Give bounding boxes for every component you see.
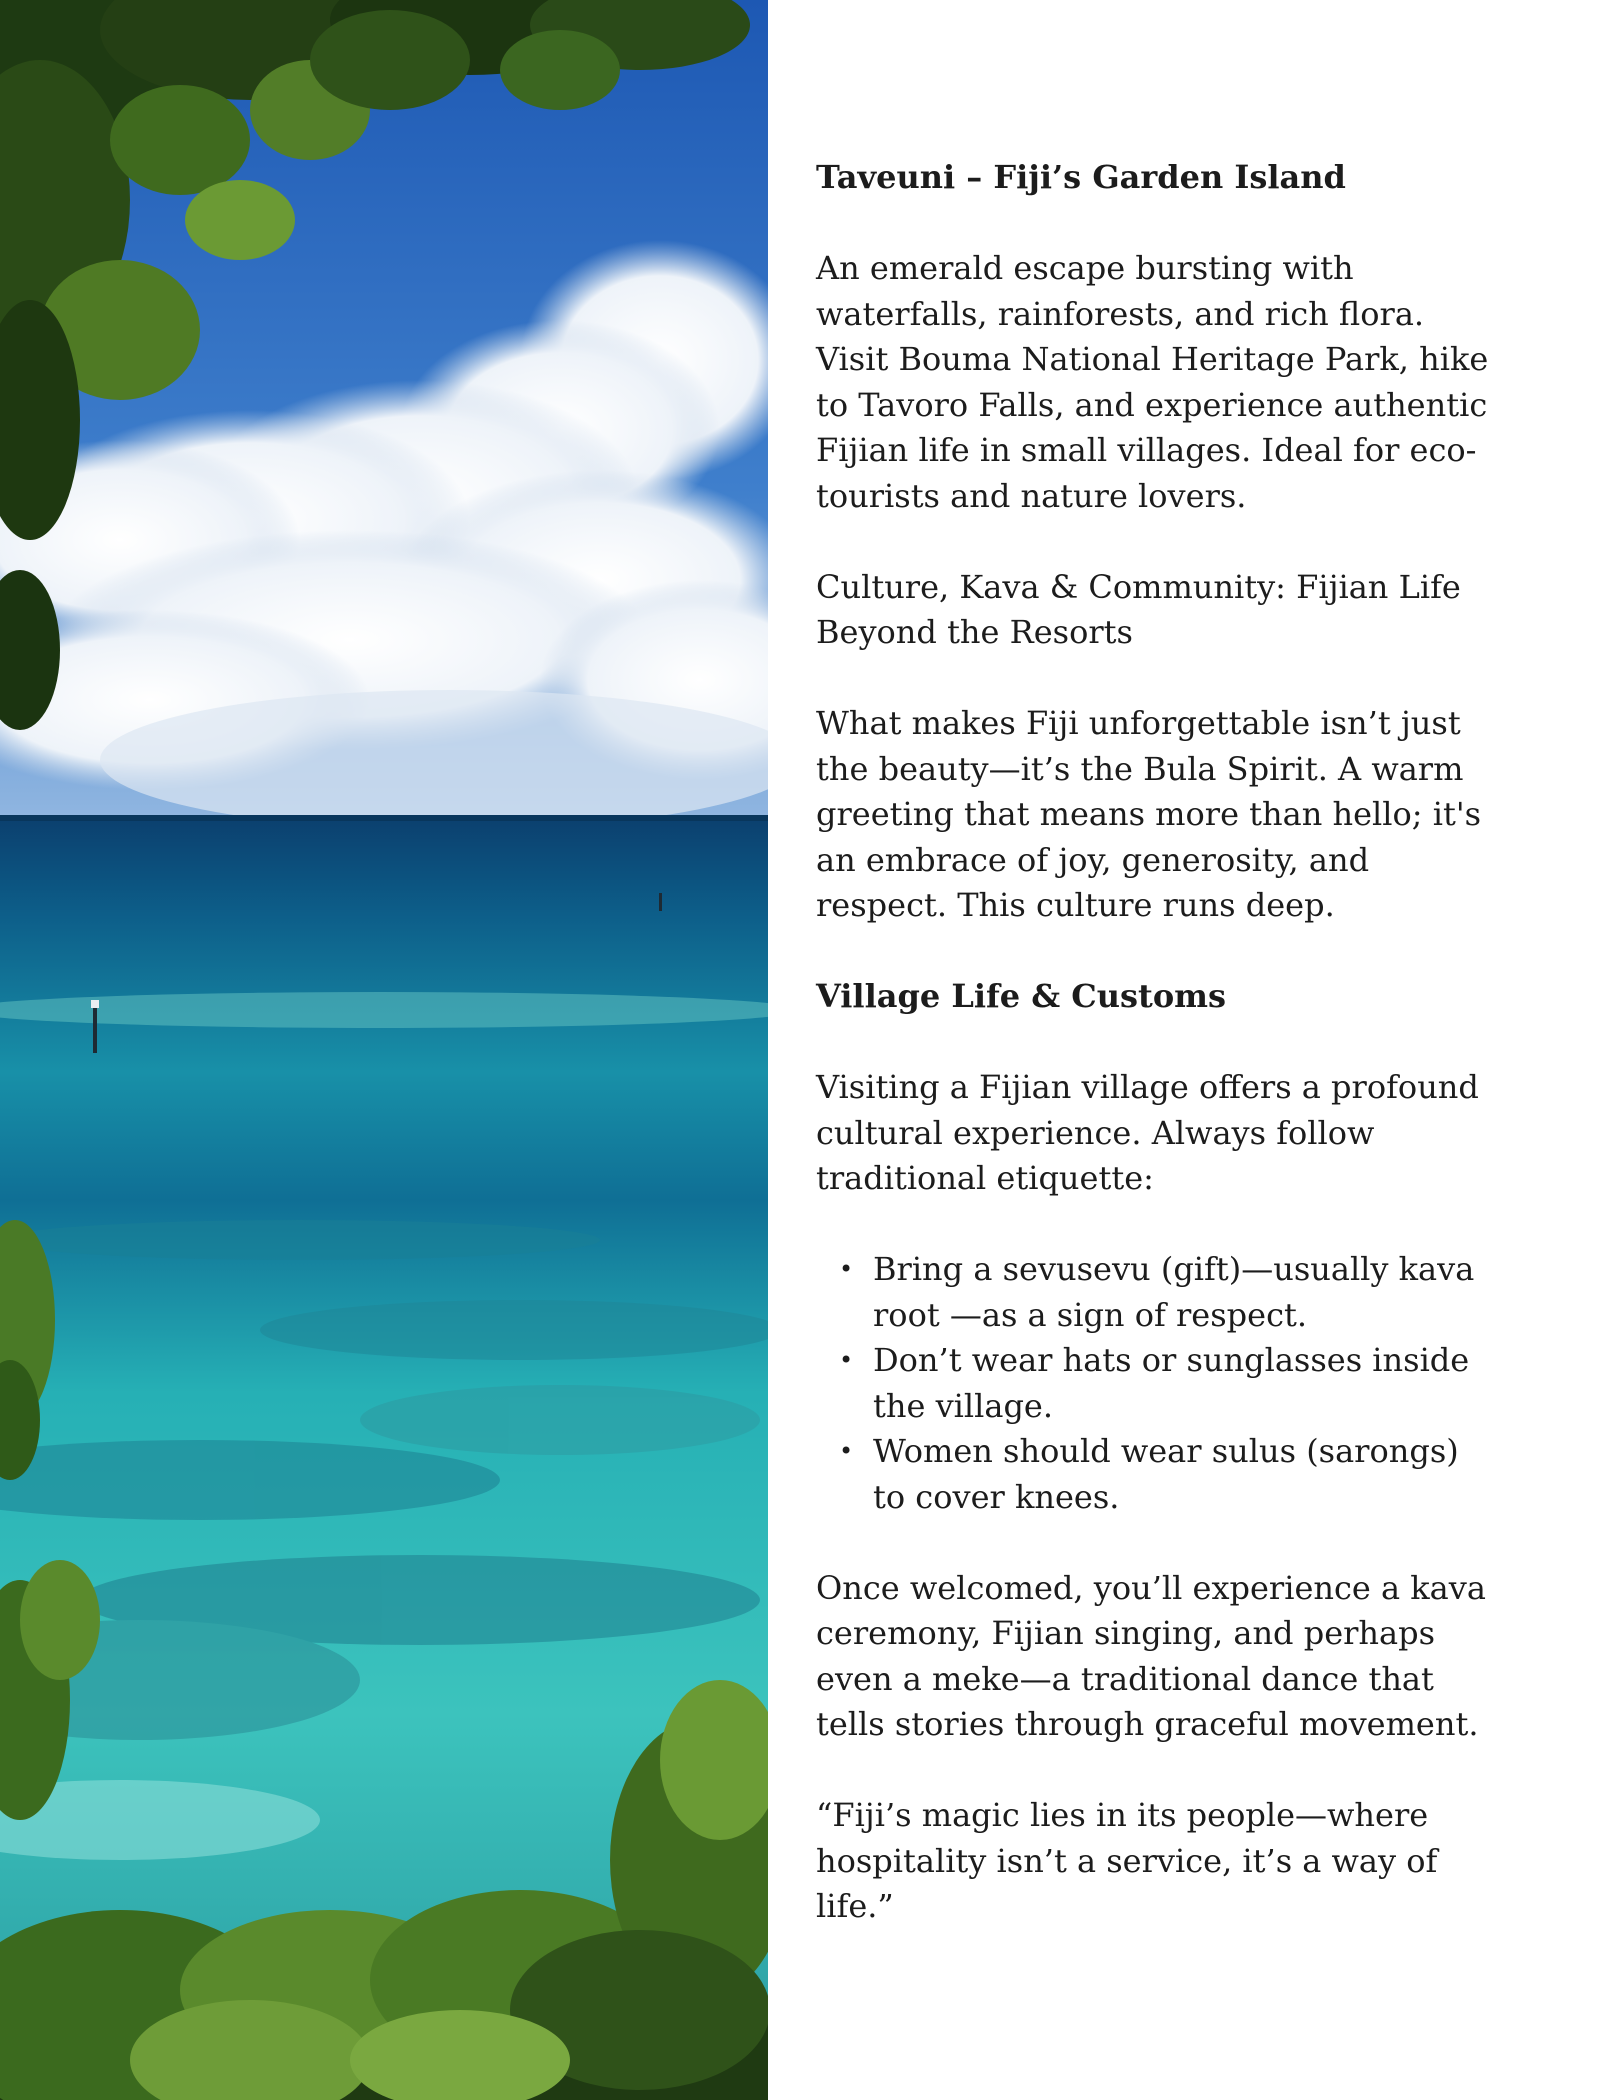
culture-paragraph: What makes Fiji unforgettable isn’t just the beauty—it’s the Bula Spirit. A warm greeting that means more than hello; it's an embrace of joy, generosity, and respect. This culture runs deep. (816, 704, 1482, 924)
ocean-landscape-photo (0, 0, 768, 2100)
village-intro-paragraph: Visiting a Fijian village offers a profound cultural experience. Always follow traditional etiquette: (816, 1068, 1479, 1197)
culture-heading: Culture, Kava & Community: Fijian Life Beyond the Resorts (816, 567, 1461, 651)
welcome-paragraph: Once welcomed, you’ll experience a kava ceremony, Fijian singing, and perhaps even a meke—a traditional dance that tells stories through graceful movement. (816, 1568, 1486, 1743)
taveuni-paragraph: An emerald escape bursting with waterfalls, rainforests, and rich flora. Visit Bouma National Heritage Park, hike to Tavoro Falls, and experience authentic Fijian life in small villages. Ideal for eco-tourists and nature lovers. (816, 249, 1489, 515)
list-item: • Women should wear sulus (sarongs) to cover knees. (873, 1429, 1491, 1520)
article-text-column (768, 0, 1601, 2100)
closing-quote: “Fiji’s magic lies in its people—where hospitality isn’t a service, it’s a way of life.” (816, 1796, 1438, 1925)
list-item: • Bring a sevusevu (gift)—usually kava root —as a sign of respect. (873, 1247, 1491, 1338)
ocean-landscape-image (0, 0, 768, 2100)
list-item: • Don’t wear hats or sunglasses inside the village. (873, 1338, 1491, 1429)
taveuni-heading: Taveuni – Fiji’s Garden Island (816, 158, 1346, 196)
customs-list (816, 1247, 1491, 1520)
village-heading: Village Life & Customs (816, 977, 1227, 1015)
